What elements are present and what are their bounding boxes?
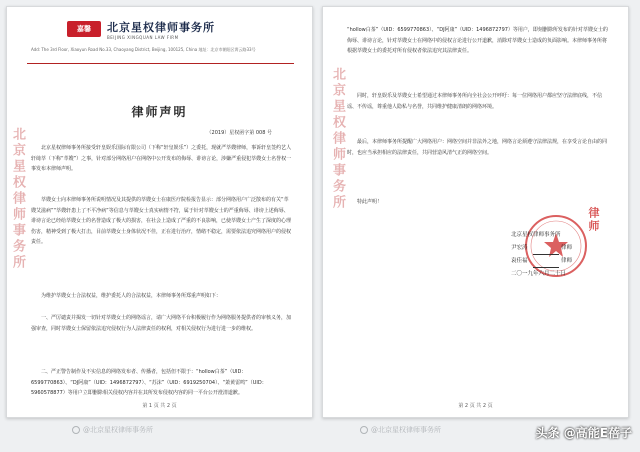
paragraph-point-1: 一、严厉谴责并揭发一切针对萃嫂女士的网络谣言，请广大网络平台积极履行作为网络服务提供者的审核义务，加强审查，同时萃嫂女士保留依法追究侵权行为人法律责任的权利，对相关侵权行为进行进一步的维权。 <box>31 315 292 332</box>
letterhead-divider <box>27 63 294 64</box>
document-number: （2019）星权函字第 008 号 <box>206 130 272 136</box>
paragraph-intro: 北京星权律师事务所接受轩皇娱乐国际有限公司（下称“轩皇娱乐”）之委托，现就严萃嫂律师，事诉轩皇签约艺人轩绮萃（下称“萃嫂”）之事，针对部分网络用户在网络中公开发布的侮辱、诽谤言论，涉嫌严重侵犯萃嫂女士名誉权一事发布本律师声明。 <box>31 145 292 172</box>
paragraph-facts: 萃嫂女士向本律师事务所说明情况及其提供的萃嫂女士在康医疗院检报告显示：部分网络用户广泛散布的有关“萃嫂艾滋病”“萃嫂轩患上了不平净病”等信息与萃嫂女士真实病情不符，属于针对萃嫂女士的严重侮辱、诽谤上述侮辱、诽谤言论已经给萃嫂女士的名誉造成了极大的损害，在社会上造成了严重的不良影响，已使萃嫂女士产生了深度的心理伤害，精神受到了极大打击，目前萃嫂女士身体状况不佳，正在进行治疗，情绪不稳定，需要依法追究网络用户的侵权责任。 <box>31 197 292 245</box>
paragraph-reminder: 最后，本律师事务所提醒广大网络用户：网络空间并非法外之地，网络言论须遵守法律法规，在享受言论自由的同时，也应当承担相应的法律责任，共同营造风清气正的网络空间。 <box>347 139 608 156</box>
paragraph-continuation: “hollow白茶”（UID：6599770863）、“DJ阿康”（UID：1496872797）等用户，即刻删除所发布的针对萃嫂女士的侮辱、诽谤言论，针对萃嫂女士在网络中的侵权言论进行公开道歉，消除对萃嫂女士造成的负面影响。本律师事务所将根据萃嫂女士的委托对所有侵权者依法追究其法律责任。 <box>347 27 608 54</box>
caption-left-text: @北京星权律师事务所 <box>83 426 153 434</box>
paragraph-closing: 特此声明！ <box>357 199 383 205</box>
firm-name: 北京星权律师事务所 <box>107 20 215 34</box>
toutiao-watermark: 头条 @高能E蓓子 <box>535 426 632 440</box>
weibo-icon <box>360 426 368 434</box>
paragraph-appeal: 同时，轩皇娱乐及萃嫂女士希望通过本律师事务所向全社会公开呼吁：每一位网络用户都应坚守法律底线，不信谣、不传谣，尊重他人隐私与名誉，共同维护健康清朗的网络环境。 <box>347 93 603 110</box>
page-number: 第 1 页 共 2 页 <box>142 403 177 409</box>
signature-lawyer-2 <box>511 255 621 268</box>
paragraph-declaration: 为维护萃嫂女士合法权益，维护委托人的合法权益，本律师事务所郑重声明如下： <box>41 293 222 299</box>
page-watermark: 北京星权律师事务所 <box>330 67 345 211</box>
caption-right <box>360 425 441 435</box>
document-title: 律师声明 <box>131 105 188 119</box>
weibo-icon <box>72 426 80 434</box>
caption-left <box>72 425 153 435</box>
page-number: 第 2 页 共 2 页 <box>458 403 493 409</box>
caption-right-text: @北京星权律师事务所 <box>371 426 441 434</box>
lawyer-1-role: 律师 <box>561 245 573 251</box>
paragraph-point-2: 二、严正警告制作及不实信息的网络发布者、传播者，包括但不限于：“hollow白茶”（UID：6599770863）、“DJ阿康”（UID：1496872797）、“苏沫”（UID：6919250704）、“萧黄雷鸣”（UID：5960578877）等用户立即删除相关侵权内容并在其所发布侵权内容的同一平台公开澄清道歉。 <box>31 369 267 396</box>
firm-name-en: BEIJING XINGQUAN LAW FIRM <box>107 34 179 40</box>
page-watermark: 北京星权律师事务所 <box>10 127 25 271</box>
lawyer-2-name: 袁佳福 <box>511 258 528 264</box>
lawyer-1-name: 尹宏涛 <box>511 245 528 251</box>
lawyer-2-role: 律师 <box>561 258 573 264</box>
lawyer-seal-stamp: 律师 <box>587 207 600 233</box>
statement-page-1 <box>6 6 313 418</box>
firm-address: Add: The 3rd Floor, Xiaoyun Road No.33, Chaoyang District, Beijing, 100125, China 地址：北京市朝阳区霄云路33号 <box>31 47 256 52</box>
statement-page-2 <box>322 6 629 418</box>
signature-block <box>511 229 621 281</box>
signature-lawyer-1 <box>511 242 621 255</box>
signature-firm: 北京星权律师事务所 <box>511 232 561 238</box>
firm-logo: 嘉馨 <box>67 21 101 37</box>
letterhead <box>67 17 215 41</box>
signature-date: 二〇一九年六月二十日 <box>511 271 567 277</box>
